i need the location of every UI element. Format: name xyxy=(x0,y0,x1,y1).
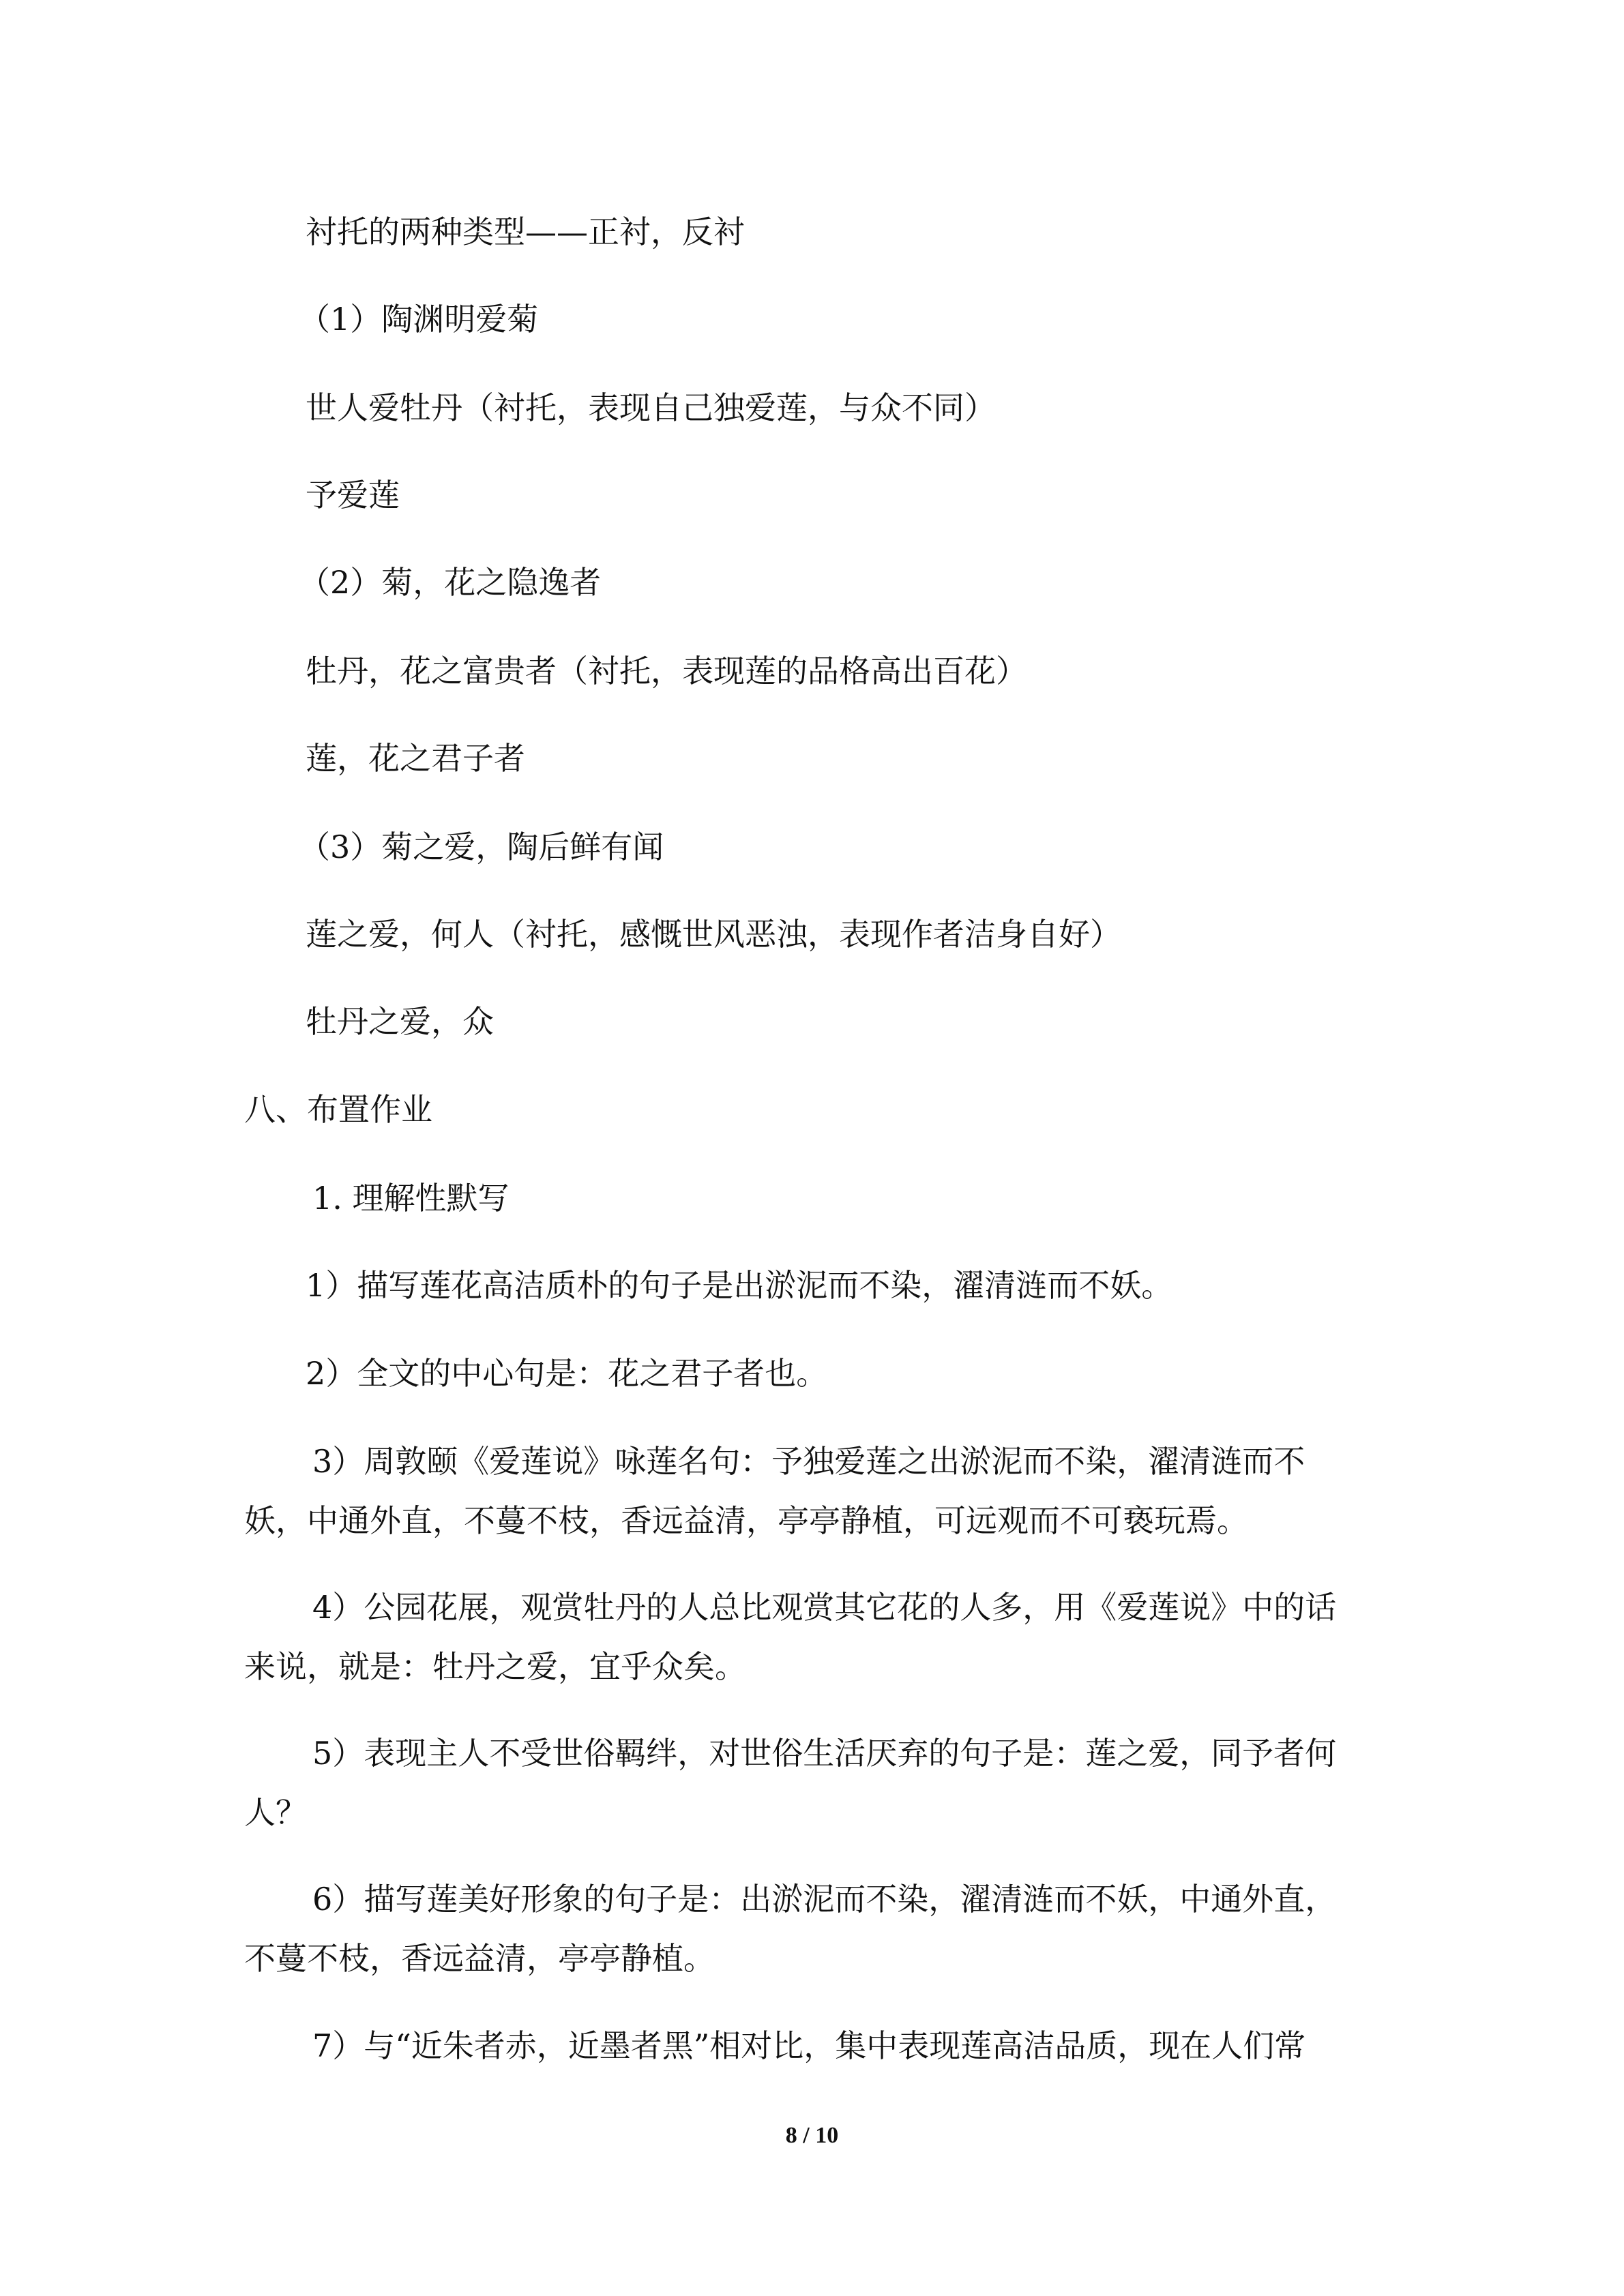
text-line-7: 莲，花之君子者 xyxy=(306,740,525,777)
text-line-9: 莲之爱，何人（衬托，感慨世风恶浊，表现作者洁身自好） xyxy=(306,916,1121,953)
text-line-17: 4）公园花展，观赏牡丹的人总比观赏其它花的人多，用《爱莲说》中的话 xyxy=(312,1589,1337,1626)
section-heading: 八、布置作业 xyxy=(244,1091,432,1128)
text-line-18: 来说，就是：牡丹之爱，宜乎众矣。 xyxy=(244,1648,746,1685)
text-line-5: （2）菊，花之隐逸者 xyxy=(299,564,602,601)
text-line-20: 人？ xyxy=(244,1794,307,1831)
text-line-3: 世人爱牡丹（衬托，表现自己独爱莲，与众不同） xyxy=(306,389,996,426)
text-line-23: 7）与“近朱者赤，近墨者黑”相对比，集中表现莲高洁品质，现在人们常 xyxy=(312,2027,1306,2064)
text-line-1: 衬托的两种类型——正衬，反衬 xyxy=(306,213,745,250)
text-line-15: 3）周敦颐《爱莲说》咏莲名句：予独爱莲之出淤泥而不染，濯清涟而不 xyxy=(312,1443,1305,1480)
text-line-12: 1. 理解性默写 xyxy=(312,1180,510,1217)
text-line-2: （1）陶渊明爱菊 xyxy=(299,301,539,338)
text-line-4: 予爱莲 xyxy=(306,477,400,513)
text-line-19: 5）表现主人不受世俗羁绊，对世俗生活厌弃的句子是：莲之爱，同予者何 xyxy=(312,1735,1337,1772)
text-line-16: 妖，中通外直，不蔓不枝，香远益清，亭亭静植，可远观而不可亵玩焉。 xyxy=(244,1502,1248,1539)
text-line-8: （3）菊之爱，陶后鲜有闻 xyxy=(299,829,664,865)
text-line-10: 牡丹之爱，众 xyxy=(306,1003,494,1040)
text-line-13: 1）描写莲花高洁质朴的句子是出淤泥而不染，濯清涟而不妖。 xyxy=(306,1267,1173,1304)
text-line-22: 不蔓不枝，香远益清，亭亭静植。 xyxy=(244,1940,715,1977)
page-number: 8 / 10 xyxy=(785,2123,839,2148)
text-line-14: 2）全文的中心句是：花之君子者也。 xyxy=(306,1355,828,1392)
text-line-21: 6）描写莲美好形象的句子是：出淤泥而不染，濯清涟而不妖，中通外直， xyxy=(312,1881,1337,1918)
text-line-6: 牡丹，花之富贵者（衬托，表现莲的品格高出百花） xyxy=(306,653,1027,689)
